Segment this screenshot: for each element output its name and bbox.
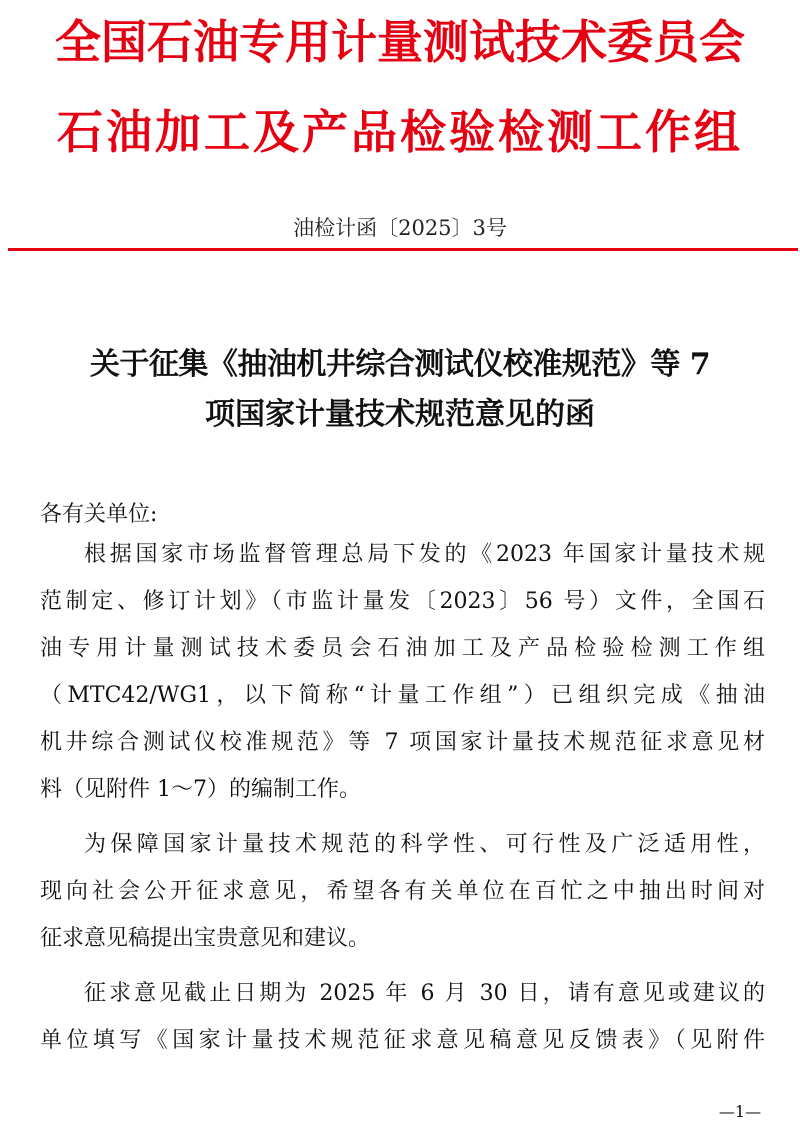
body-line: 现向社会公开征求意见，希望各有关单位在百忙之中抽出时间对 xyxy=(40,879,765,904)
body-line: （MTC42/WG1，以下简称“计量工作组”）已组织完成《抽油 xyxy=(40,683,765,708)
body-line: 征求意见截止日期为 2025 年 6 月 30 日，请有意见或建议的 xyxy=(84,981,765,1006)
salutation: 各有关单位: xyxy=(40,502,158,527)
body-line: 为保障国家计量技术规范的科学性、可行性及广泛适用性， xyxy=(84,832,765,857)
body-line: 单位填写《国家计量技术规范征求意见稿意见反馈表》（见附件 xyxy=(40,1028,765,1053)
body-line: 范制定、修订计划》（市监计量发〔2023〕56 号）文件，全国石 xyxy=(40,589,765,614)
header-divider xyxy=(8,248,798,251)
page-number: —1— xyxy=(718,1102,762,1121)
body-line: 征求意见稿提出宝贵意见和建议。 xyxy=(40,926,371,951)
document-title-line2: 项国家计量技术规范意见的函 xyxy=(205,397,595,432)
body-line: 油专用计量测试技术委员会石油加工及产品检验检测工作组 xyxy=(40,636,765,661)
body-line: 料（见附件 1～7）的编制工作。 xyxy=(40,777,361,802)
document-number: 油检计函〔2025〕3号 xyxy=(293,216,507,240)
body-line: 根据国家市场监督管理总局下发的《2023 年国家计量技术规 xyxy=(84,542,765,567)
document-title-line1: 关于征集《抽油机井综合测试仪校准规范》等 7 xyxy=(89,347,711,382)
organization-name-line2: 石油加工及产品检验检测工作组 xyxy=(57,105,743,159)
organization-name-line1: 全国石油专用计量测试技术委员会 xyxy=(55,15,745,69)
body-line: 机井综合测试仪校准规范》等 7 项国家计量技术规范征求意见材 xyxy=(40,730,765,755)
